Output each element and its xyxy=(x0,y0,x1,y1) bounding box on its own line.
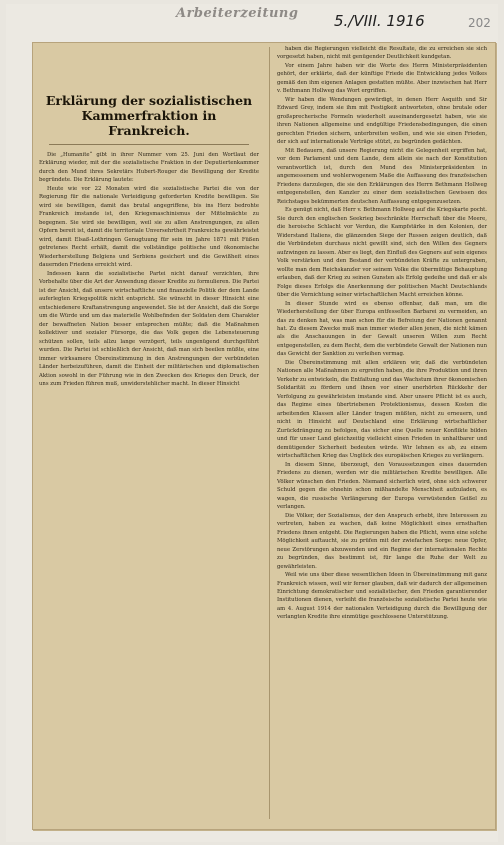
left-column xyxy=(39,45,259,389)
right-column xyxy=(277,45,487,622)
headline-rule xyxy=(49,144,249,145)
paragraph: Weil wie uns über diese wesentlichen Ideen in Übereinstimmung mit ganz Frankreich wissen, weil wir ferner glauben, daß wir dadurch der allgemeinen Einrichtung demokratischer und sozialistischer, den Frieden garantierender Institutionen dienen, verleiht die französische sozialistische Partei heute wie am 4. August 1914 der nationalen Verteidigung durch die Bewilligung der verlangten Kredite ihre einmütige geschlossene Unterstützung. xyxy=(277,572,487,621)
paragraph: Vor einem Jahre haben wir die Worte des Herrn Ministerpräsidenten gehört, der erklärte, daß der künftige Friede die Entwicklung jedes Volkes gemäß den ihm eigenen Anlagen gestatten müßte. Aber inzwischen hat Herr v. Bethmann Hollweg das Wort ergriffen. xyxy=(277,62,487,95)
paragraph: haben die Regierungen vielleicht die Resultate, die zu erreichen sie sich vorgesetzt haben, nicht mit genügender Deutlichkeit kundgetan. xyxy=(277,46,487,61)
archive-sheet xyxy=(6,4,498,842)
paragraph: Es genügt nicht, daß Herr v. Bethmann Hollweg auf die Kriegskarte pocht. Sie durch den englischen Seekrieg beschränkte Herrschaft über die Meere, die heroische Schlacht vor Verdun, die Kampfstärke in den Kolonien, der Widerstand Italiens, die glänzenden Siege der Russen zeigen deutlich, daß die Verbündeten durchaus nicht gewillt sind, sich den Willen des Gegners aufzwingen zu lassen. Aber es liegt, den Einfluß des Gegners auf sein eigenes Volk verstärken und den Bestand der verbündeten Kräfte zu untergraben, wollte man dem Reichskanzler vor seinem Volke die übermütige Behauptung erlauben, daß der Krieg zu seinen Gunsten als Erfolg gedeihe und daß er als Folge dieses Erfolgs die Anerkennung der politischen Macht Deutschlands über die Vernichtung seiner wirtschaftlichen Macht erreichen könne. xyxy=(277,207,487,299)
paragraph: In diesem Sinne, überzeugt, den Voraussetzungen eines dauernden Friedens zu dienen, werden wir die militärischen Kredite bewilligen. Alle Völker wünschen den Frieden. Niemand sicherlich wird, ohne sich schwerer Schuld gegen die ohnehin schon mißhandelte Menschheit aufzuladen, es wagen, die russische Verlängerung der Europa verwüstenden Geißel zu verlangen. xyxy=(277,461,487,511)
paragraph: Wir haben die Wendungen gewürdigt, in denen Herr Asquith und Sir Edward Grey, indem sie ihm mit Festigkeit antworteten, ohne brutale oder großsprecherische Formeln wiederholt auseinandergesetzt haben, wie sie ihren Nationen allgemeine und endgültige Friedensbedingungen, die einen gerechten Frieden sichern, unterbreiten wollen, und wie sie einen Frieden, der sich auf internationale Verträge stützt, zu begründen gedächten. xyxy=(277,96,487,146)
paragraph: Heute wie vor 22 Monaten wird die sozialistische Partei die von der Regierung für die nationale Verteidigung geforderten Kredite bewilligen. Sie wird sie bewilligen, damit das brutal angegriffene, bis ins Herz bedrohte Frankreich imstande ist, den Kriegsmaschinismus der Mittelmächte zu begegnen. Sie wird sie bewilligen, weil sie zu allen Anstrengungen, zu allen Opfern bereit ist, damit die territoriale Unversehrtheit Frankreichs gewährleistet wird, damit Elsaß-Lothringen Genugtuung für sein im Jahre 1871 mit Füßen getretenes Recht erhält, damit die vollständige politische und ökonomische Wiederherstellung Belgiens und Serbiens gesichert und die Gewißheit eines dauernden Friedens erreicht wird. xyxy=(39,185,259,269)
paragraph: Die „Humanite“ gibt in ihrer Nummer vom 25. Juni den Wortlaut der Erklärung wieder, mit der die sozialistische Fraktion in der Deputiertenkammer durch den Mund ihres Sekretärs Hubert-Rouger die Bewilligung der Kredite begründete. Die Erklärung lautete: xyxy=(39,152,259,184)
paragraph: Die Übereinstimmung mit allen erklären wir, daß die verbündeten Nationen alle Maßnahmen zu ergreifen haben, die ihre Produktion und ihren Verkehr zu entwickeln, die Entfaltung und das Wachstum ihrer ökonomischen Solidarität zu fördern und ihnen vor einer unerhörten Rückkehr der Verfolgung zu gewährleisten imstande sind. Aber unsere Pflicht ist es auch, das Regime eines übertriebenen Protektionismus, dessen Kosten die arbeitenden Klassen aller Länder tragen müßten, nicht zu erneuern, und nicht in Hinsicht auf Deutschland eine Erklärung wirtschaftlicher Zurückdrängung zu befolgen, das sicher eine Quelle neuer Konflikte bilden und für unser Land gleichzeitig vielleicht einen Frieden in unhaltbarer und demütigender Sicherheit bedeuten würde. Wir lehnen es ab, zu einem wirtschaftlichen Krieg das Unglück des europäischen Krieges zu verlängern. xyxy=(277,359,487,460)
paragraph: In dieser Stunde wird es ebenso offenbar, daß man, um die Wiederherstellung der über Europa entfesselten Barbarei zu vermeiden, an das zu denken hat, was man schon für die Befreiung der Nationen genannt hat. Zu diesem Zwecke muß man immer wieder allen jenen, die nicht kämen als die Anschauungen in der Gewalt unseren Willen zum Recht entgegenstellen, zu dem Recht, dem die verbündete Gewalt der Nationen nun das Gewicht der Sanktion zu verleihen vermag. xyxy=(277,300,487,358)
newspaper-stamp: Arbeiterzeitung xyxy=(176,6,299,21)
handwritten-page-number: 202 xyxy=(468,16,491,30)
newspaper-clipping xyxy=(32,42,496,830)
column-divider xyxy=(269,47,270,819)
paragraph: Mit Bedauern, daß unsere Regierung nicht die Gelegenheit ergriffen hat, vor dem Parlament und dem Lande, dem allein sie nach der Konstitution verantwortlich ist, durch den Mund des Ministerpräsidenten in angemessenem und wohlerwogenem Maße die Auffassung des französischen Friedens darzulegen, die sie den Erklärungen des Herrn Bethmann Hollweg entgegenstellen, den Kanzler zu einer dem sozialistischen Gewissen des Reichstages bekümmerten deutschen Auffassung entgegenzusetzen. xyxy=(277,147,487,205)
paragraph: Die Völker, der Sozialismus, der den Anspruch erhebt, ihre Interessen zu vertreten, haben zu wachen, daß keine Möglichkeit eines ernsthaften Friedens ihnen entgeht. Die Regierungen haben die Pflicht, wenn eine solche Möglichkeit auftaucht, sie zu prüfen mit der zwiefachen Sorge: neue Opfer, neue Zerstörungen abzuwenden und ein Regime der internationalen Rechte zu begründen, das bestimmt ist, für lange die Ruhe der Welt zu gewährleisten. xyxy=(277,512,487,570)
handwritten-date: 5./VIII. 1916 xyxy=(334,12,425,30)
article-headline: Erklärung der sozialistischen Kammerfraktion in Frankreich. xyxy=(45,93,253,138)
paragraph: Indessen kann die sozialistische Partei nicht darauf verzichten, ihre Vorbehalte über die Art der Anwendung dieser Kredite zu formulieren. Die Partei ist der Ansicht, daß unsere wirtschaftliche und finanzielle Politik der dem Lande auferlegten Kriegspolitik nicht entspricht. Sie wünscht in dieser Hinsicht eine entschiedenere Kraftanstrengung angewendet. Sie ist der Ansicht, daß die Sorge um die Würde und um das materielle Wohlbefinden der Soldaten dem Charakter der bewaffneten Nation besser entsprechen müßte; daß die Maßnahmen kollektiver und sozialer Fürsorge, die das Volk gegen die Lebensteuerung schützen sollen, teils allzu lange verzögert, teils ungenügend durchgeführt wurden. Die Partei ist schließlich der Ansicht, daß man sich beeilen müßte, eine immer wirksamere Übereinstimmung in den Anstrengungen der verbündeten Länder herbeizuführen, damit die Einheit der militärischen und diplomatischen Aktion sowohl in der Führung wie in den Zwecken des Krieges den Druck, der uns zum Frieden führen muß, unwiderstehlicher macht. In dieser Hinsicht xyxy=(39,270,259,388)
